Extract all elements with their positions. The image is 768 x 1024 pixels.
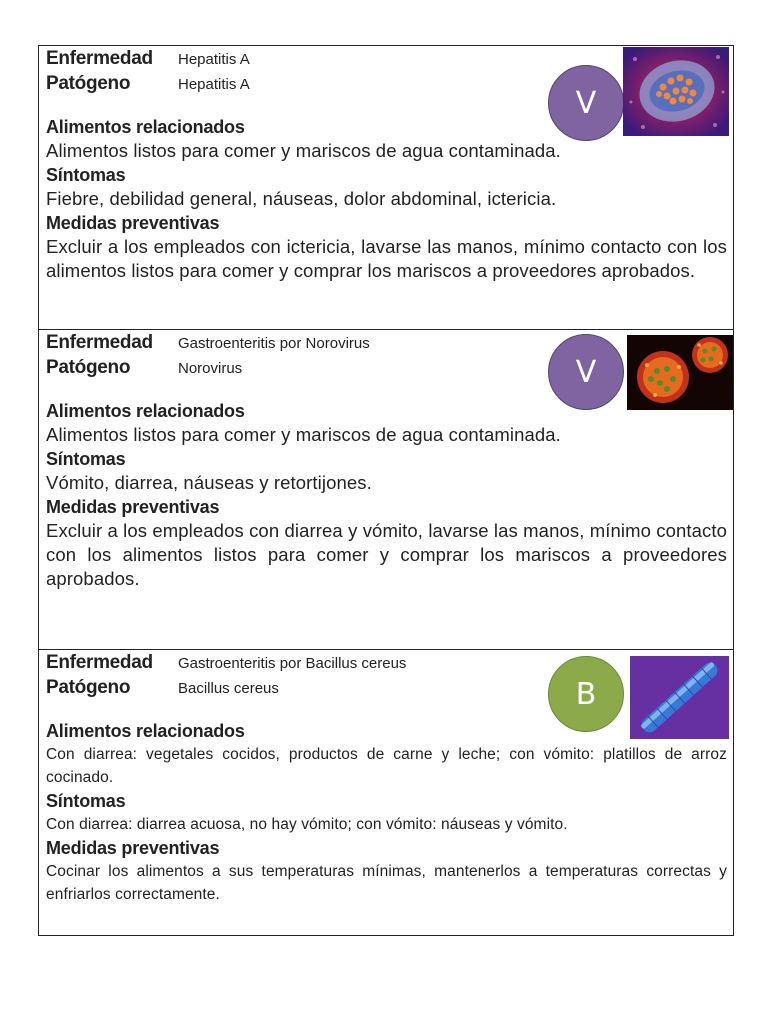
pathogen-card-norovirus [39,330,733,650]
pathogen-label: Patógeno [46,73,131,94]
disease-row [46,332,727,357]
symptoms-heading: Síntomas [46,165,126,185]
foods-heading: Alimentos relacionados [46,401,245,421]
foods-text: Alimentos listos para comer y mariscos de agua contaminada. [46,140,561,161]
foods-text: Alimentos listos para comer y mariscos de agua contaminada. [46,424,561,445]
virus-badge-icon: V [548,65,624,141]
pathogen-value: Norovirus [178,360,243,377]
symptoms-heading: Síntomas [46,791,126,811]
disease-value: Gastroenteritis por Bacillus cereus [178,655,407,672]
pathogen-label: Patógeno [46,677,131,698]
prevention-heading: Medidas preventivas [46,838,220,858]
hepatitis-a-micrograph-image [623,47,729,136]
disease-row [46,652,727,677]
pathogen-value: Hepatitis A [178,76,250,93]
disease-label: Enfermedad [46,652,153,673]
virus-badge-icon: V [548,334,624,410]
symptoms-text: Con diarrea: diarrea acuosa, no hay vómito; con vómito: náuseas y vómito. [46,816,568,833]
disease-label: Enfermedad [46,332,153,353]
prevention-text: Excluir a los empleados con ictericia, lavarse las manos, mínimo contacto con los alimentos listos para comer y comprar los mariscos a proveedores aprobados. [46,236,727,281]
bacteria-badge-icon: B [548,656,624,732]
pathogen-card-hepatitis-a [39,46,733,330]
disease-value: Hepatitis A [178,51,250,68]
symptoms-text: Vómito, diarrea, náuseas y retortijones. [46,472,372,493]
symptoms-text: Fiebre, debilidad general, náuseas, dolor abdominal, ictericia. [46,188,557,209]
norovirus-micrograph-image [627,335,733,410]
pathogen-row [46,677,727,702]
prevention-heading: Medidas preventivas [46,497,220,517]
prevention-text: Cocinar los alimentos a sus temperaturas mínimas, mantenerlos a temperaturas correctas y enfriarlos correctamente. [46,863,727,903]
disease-label: Enfermedad [46,48,153,69]
disease-value: Gastroenteritis por Norovirus [178,335,370,352]
pathogen-row [46,357,727,382]
bacillus-cereus-micrograph-image [630,656,729,739]
foods-heading: Alimentos relacionados [46,117,245,137]
foods-text: Con diarrea: vegetales cocidos, productos de carne y leche; con vómito: platillos de arroz cocinado. [46,746,727,786]
pathogen-label: Patógeno [46,357,131,378]
pathogen-card-bacillus-cereus [39,650,733,935]
pathogen-value: Bacillus cereus [178,680,279,697]
prevention-text: Excluir a los empleados con diarrea y vómito, lavarse las manos, mínimo contacto con los alimentos listos para comer y comprar los mariscos a proveedores aprobados. [46,520,727,589]
pathogen-table [38,45,734,936]
prevention-heading: Medidas preventivas [46,213,220,233]
symptoms-heading: Síntomas [46,449,126,469]
foods-heading: Alimentos relacionados [46,721,245,741]
